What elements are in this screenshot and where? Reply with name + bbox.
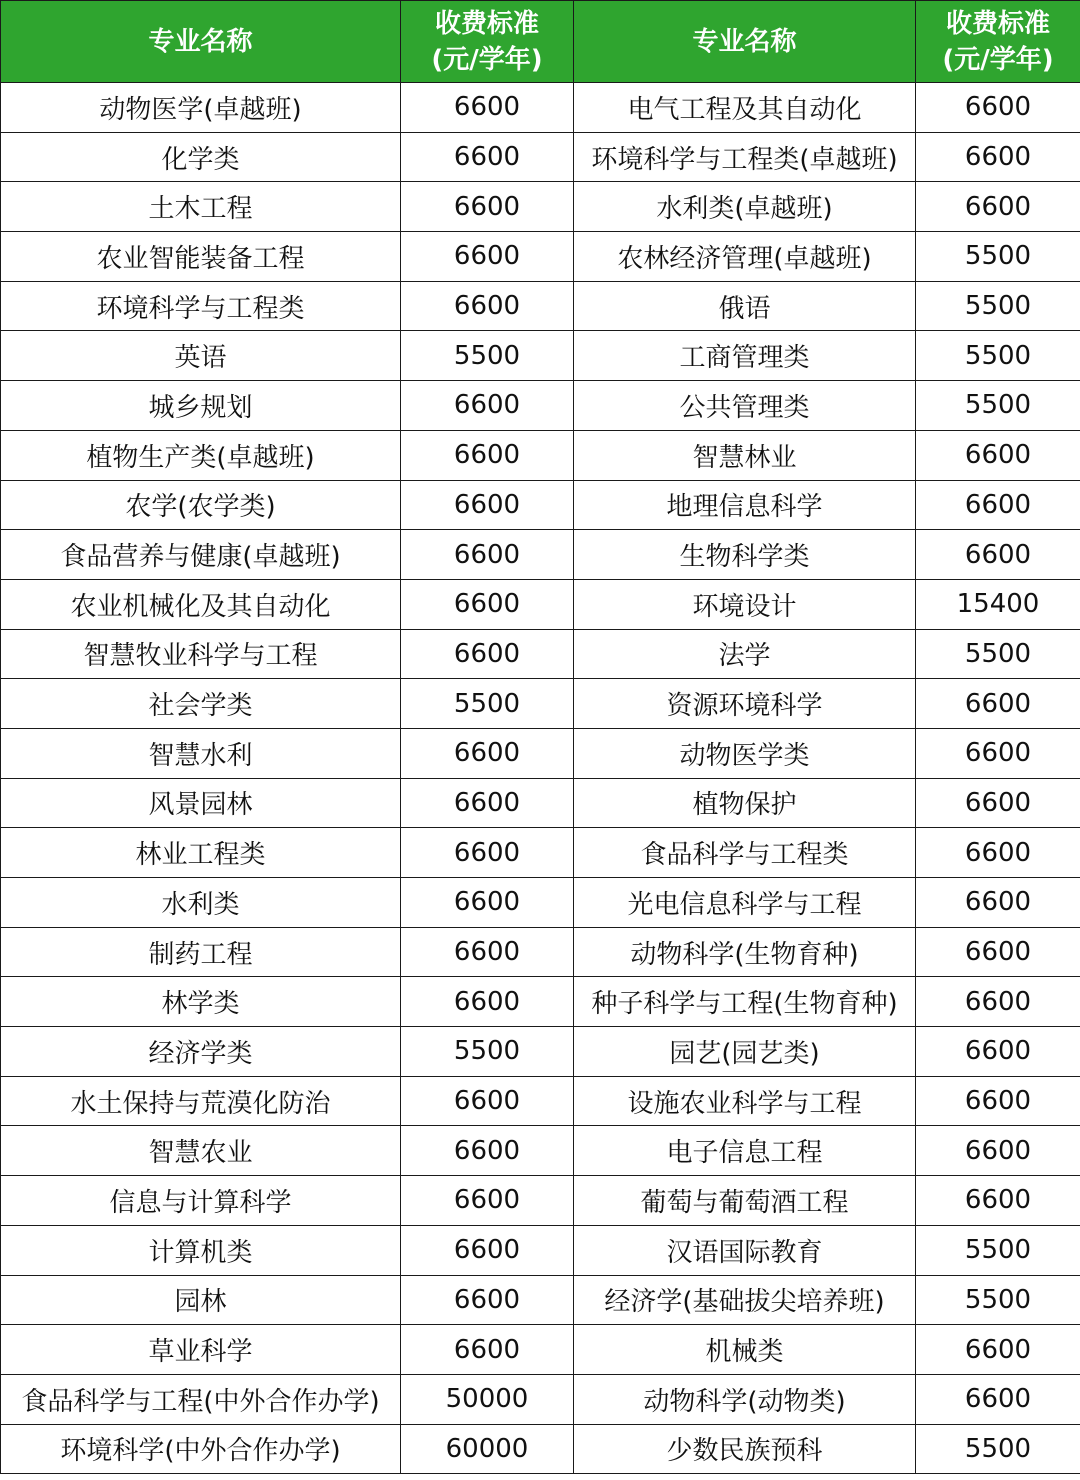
fee-cell: 6600 [401, 530, 574, 580]
fee-cell: 6600 [401, 182, 574, 232]
table-row [1, 579, 1080, 629]
major-name-cell: 英语 [1, 331, 401, 381]
fee-cell: 6600 [401, 579, 574, 629]
table-row [1, 331, 1080, 381]
major-name-cell: 工商管理类 [574, 331, 916, 381]
major-name-cell: 资源环境科学 [574, 679, 916, 729]
header-major-name-right: 专业名称 [574, 1, 916, 83]
header-major-name-left: 专业名称 [1, 1, 401, 83]
table-row [1, 480, 1080, 530]
fee-cell: 60000 [401, 1424, 574, 1474]
major-name-cell: 食品科学与工程类 [574, 828, 916, 878]
table-row [1, 728, 1080, 778]
major-name-cell: 动物医学类 [574, 728, 916, 778]
table-row [1, 878, 1080, 928]
major-name-cell: 农业智能装备工程 [1, 232, 401, 282]
major-name-cell: 电气工程及其自动化 [574, 83, 916, 133]
major-name-cell: 园艺(园艺类) [574, 1027, 916, 1077]
table-row [1, 679, 1080, 729]
fee-cell: 6600 [401, 629, 574, 679]
header-fee-left [401, 1, 574, 83]
fee-cell: 6600 [401, 132, 574, 182]
table-row [1, 1275, 1080, 1325]
major-name-cell: 汉语国际教育 [574, 1225, 916, 1275]
major-name-cell: 电子信息工程 [574, 1126, 916, 1176]
fee-cell: 5500 [916, 381, 1080, 431]
major-name-cell: 葡萄与葡萄酒工程 [574, 1176, 916, 1226]
table-row [1, 1076, 1080, 1126]
major-name-cell: 化学类 [1, 132, 401, 182]
table-row [1, 1374, 1080, 1424]
table-row [1, 778, 1080, 828]
major-name-cell: 制药工程 [1, 927, 401, 977]
fee-cell: 6600 [916, 927, 1080, 977]
major-name-cell: 水利类(卓越班) [574, 182, 916, 232]
major-name-cell: 计算机类 [1, 1225, 401, 1275]
major-name-cell: 动物科学(生物育种) [574, 927, 916, 977]
major-name-cell: 地理信息科学 [574, 480, 916, 530]
table-row [1, 828, 1080, 878]
fee-cell: 6600 [401, 381, 574, 431]
major-name-cell: 食品科学与工程(中外合作办学) [1, 1374, 401, 1424]
major-name-cell: 水利类 [1, 878, 401, 928]
header-row [1, 1, 1080, 83]
fee-cell: 6600 [916, 1076, 1080, 1126]
fee-cell: 5500 [916, 232, 1080, 282]
table-row [1, 1424, 1080, 1474]
table-row [1, 83, 1080, 133]
table-row [1, 430, 1080, 480]
header-fee-left-line2: (元/学年) [431, 44, 543, 75]
fee-cell: 5500 [916, 331, 1080, 381]
major-name-cell: 城乡规划 [1, 381, 401, 431]
major-name-cell: 植物保护 [574, 778, 916, 828]
major-name-cell: 风景园林 [1, 778, 401, 828]
fee-cell: 6600 [401, 1176, 574, 1226]
fee-cell: 6600 [916, 430, 1080, 480]
table-header [1, 1, 1080, 83]
fee-cell: 6600 [916, 828, 1080, 878]
table-row [1, 132, 1080, 182]
fee-cell: 6600 [916, 132, 1080, 182]
major-name-cell: 土木工程 [1, 182, 401, 232]
fee-cell: 5500 [401, 679, 574, 729]
major-name-cell: 农业机械化及其自动化 [1, 579, 401, 629]
fee-cell: 6600 [916, 1325, 1080, 1375]
major-name-cell: 光电信息科学与工程 [574, 878, 916, 928]
major-name-cell: 环境科学(中外合作办学) [1, 1424, 401, 1474]
major-name-cell: 社会学类 [1, 679, 401, 729]
major-name-cell: 动物医学(卓越班) [1, 83, 401, 133]
major-name-cell: 林学类 [1, 977, 401, 1027]
major-name-cell: 种子科学与工程(生物育种) [574, 977, 916, 1027]
table-row [1, 1176, 1080, 1226]
fee-cell: 50000 [401, 1374, 574, 1424]
fee-cell: 5500 [916, 1275, 1080, 1325]
fee-cell: 6600 [401, 430, 574, 480]
major-name-cell: 智慧农业 [1, 1126, 401, 1176]
major-name-cell: 草业科学 [1, 1325, 401, 1375]
major-name-cell: 设施农业科学与工程 [574, 1076, 916, 1126]
fee-cell: 5500 [916, 281, 1080, 331]
fee-cell: 6600 [401, 83, 574, 133]
fee-cell: 6600 [401, 927, 574, 977]
major-name-cell: 经济学类 [1, 1027, 401, 1077]
fee-cell: 6600 [916, 1176, 1080, 1226]
fee-cell: 6600 [401, 1275, 574, 1325]
fee-cell: 6600 [916, 679, 1080, 729]
major-name-cell: 经济学(基础拔尖培养班) [574, 1275, 916, 1325]
major-name-cell: 智慧水利 [1, 728, 401, 778]
fee-cell: 6600 [401, 1076, 574, 1126]
fee-cell: 6600 [401, 977, 574, 1027]
fee-cell: 6600 [401, 1325, 574, 1375]
fee-cell: 5500 [401, 331, 574, 381]
fee-cell: 6600 [916, 530, 1080, 580]
major-name-cell: 食品营养与健康(卓越班) [1, 530, 401, 580]
fee-cell: 6600 [916, 1126, 1080, 1176]
fee-cell: 5500 [916, 1424, 1080, 1474]
fee-cell: 6600 [401, 480, 574, 530]
major-name-cell: 环境设计 [574, 579, 916, 629]
fee-cell: 6600 [401, 828, 574, 878]
major-name-cell: 水土保持与荒漠化防治 [1, 1076, 401, 1126]
major-name-cell: 动物科学(动物类) [574, 1374, 916, 1424]
major-name-cell: 智慧林业 [574, 430, 916, 480]
header-fee-right-line1: 收费标准 [945, 8, 1050, 39]
fee-cell: 15400 [916, 579, 1080, 629]
fee-cell: 5500 [916, 1225, 1080, 1275]
header-fee-right [916, 1, 1080, 83]
fee-cell: 6600 [401, 1126, 574, 1176]
major-name-cell: 植物生产类(卓越班) [1, 430, 401, 480]
table-row [1, 182, 1080, 232]
table-row [1, 1027, 1080, 1077]
fee-cell: 6600 [916, 977, 1080, 1027]
major-name-cell: 农学(农学类) [1, 480, 401, 530]
fee-cell: 6600 [401, 232, 574, 282]
header-fee-right-line2: (元/学年) [942, 44, 1054, 75]
fee-cell: 6600 [916, 182, 1080, 232]
fee-cell: 6600 [401, 281, 574, 331]
fee-cell: 6600 [401, 778, 574, 828]
table-row [1, 1325, 1080, 1375]
major-name-cell: 公共管理类 [574, 381, 916, 431]
fee-cell: 5500 [401, 1027, 574, 1077]
major-name-cell: 俄语 [574, 281, 916, 331]
table-body [1, 83, 1080, 1474]
table-row [1, 530, 1080, 580]
table-row [1, 927, 1080, 977]
fee-cell: 6600 [916, 83, 1080, 133]
major-name-cell: 机械类 [574, 1325, 916, 1375]
table-row [1, 281, 1080, 331]
major-name-cell: 农林经济管理(卓越班) [574, 232, 916, 282]
major-name-cell: 林业工程类 [1, 828, 401, 878]
fee-cell: 6600 [916, 480, 1080, 530]
table-row [1, 977, 1080, 1027]
major-name-cell: 生物科学类 [574, 530, 916, 580]
major-name-cell: 环境科学与工程类(卓越班) [574, 132, 916, 182]
header-fee-left-line1: 收费标准 [434, 8, 539, 39]
table-row [1, 629, 1080, 679]
fee-cell: 6600 [916, 778, 1080, 828]
major-name-cell: 少数民族预科 [574, 1424, 916, 1474]
fee-cell: 6600 [401, 728, 574, 778]
major-name-cell: 法学 [574, 629, 916, 679]
fee-cell: 6600 [916, 878, 1080, 928]
fee-cell: 6600 [401, 878, 574, 928]
major-name-cell: 信息与计算科学 [1, 1176, 401, 1226]
table-row [1, 1126, 1080, 1176]
major-name-cell: 园林 [1, 1275, 401, 1325]
fee-cell: 6600 [916, 728, 1080, 778]
fee-cell: 6600 [916, 1374, 1080, 1424]
fee-cell: 5500 [916, 629, 1080, 679]
major-name-cell: 环境科学与工程类 [1, 281, 401, 331]
fee-cell: 6600 [916, 1027, 1080, 1077]
table-row [1, 232, 1080, 282]
major-name-cell: 智慧牧业科学与工程 [1, 629, 401, 679]
table-row [1, 1225, 1080, 1275]
table-row [1, 381, 1080, 431]
fee-cell: 6600 [401, 1225, 574, 1275]
